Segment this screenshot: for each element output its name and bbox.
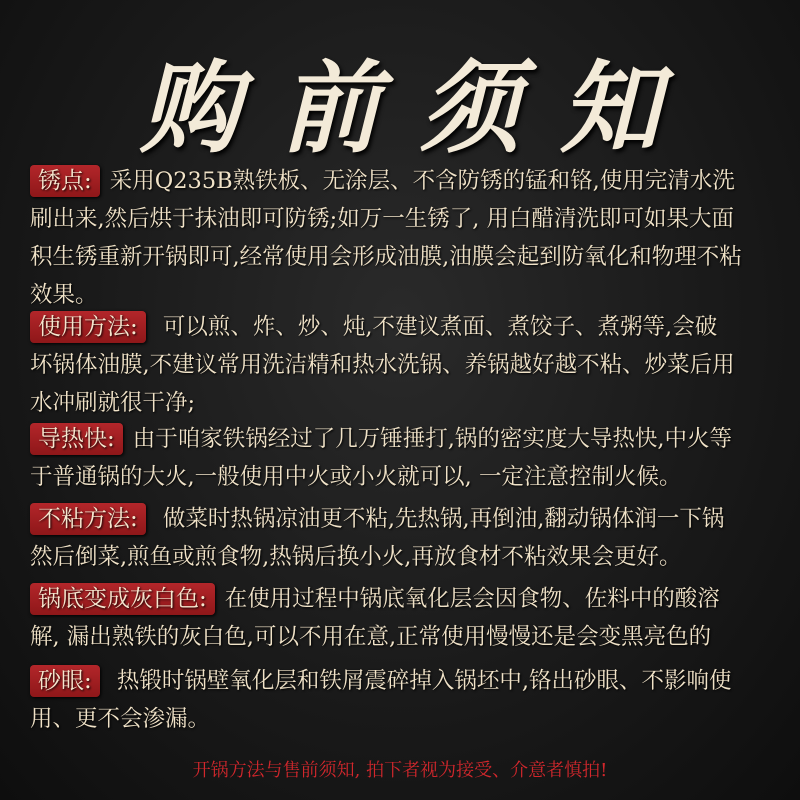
section-sand-holes [30, 662, 790, 738]
section-text: 然后倒菜,煎鱼或煎食物,热锅后换小火,再放食材不粘效果会更好。 [30, 544, 682, 570]
section-text: 水冲刷就很干净; [30, 390, 196, 416]
section-text: 由于咱家铁锅经过了几万锤捶打,锅的密实度大导热快,中火等 [132, 426, 733, 452]
footer-notice: 开锅方法与售前须知, 拍下者视为接受、介意者慎拍! [192, 760, 608, 781]
section-gray-bottom [30, 580, 790, 656]
section-usage [30, 308, 790, 422]
section-text: 于普通锅的大火,一般使用中火或小火就可以, 一定注意控制火候。 [30, 464, 682, 490]
section-label: 锈点: [30, 165, 100, 197]
section-text: 做菜时热锅凉油更不粘,先热锅,再倒油,翻动锅体润一下锅 [155, 506, 725, 532]
section-rust [30, 162, 790, 314]
section-text: 刷出来,然后烘于抹油即可防锈;如万一生锈了, 用白醋清洗即可如果大面 [30, 206, 735, 232]
section-label: 不粘方法: [30, 503, 146, 535]
section-text: 坏锅体油膜,不建议常用洗洁精和热水洗锅、养锅越好越不粘、炒菜后用 [30, 352, 735, 378]
section-nonstick [30, 500, 790, 576]
page-title: 购前须知 [140, 49, 700, 167]
section-text: 解, 漏出熟铁的灰白色,可以不用在意,正常使用慢慢还是会变黑亮色的 [30, 624, 712, 650]
section-text: 采用Q235B熟铁板、无涂层、不含防锈的锰和铬,使用完清水洗 [109, 168, 735, 194]
section-text: 在使用过程中锅底氧化层会因食物、佐料中的酸溶 [224, 586, 720, 612]
section-text: 热锻时锅壁氧化层和铁屑震碎掉入锅坯中,铬出砂眼、不影响使 [109, 668, 732, 694]
section-text: 积生锈重新开锅即可,经常使用会形成油膜,油膜会起到防氧化和物理不粘 [30, 244, 742, 270]
section-label: 使用方法: [30, 311, 146, 343]
section-text: 可以煎、炸、炒、炖,不建议煮面、煮饺子、煮粥等,会破 [155, 314, 718, 340]
section-text: 用、更不会渗漏。 [30, 706, 211, 732]
section-label: 导热快: [30, 423, 123, 455]
section-text: 效果。 [30, 282, 98, 308]
section-heat [30, 420, 790, 496]
section-label: 砂眼: [30, 665, 100, 697]
section-label: 锅底变成灰白色: [30, 583, 215, 615]
